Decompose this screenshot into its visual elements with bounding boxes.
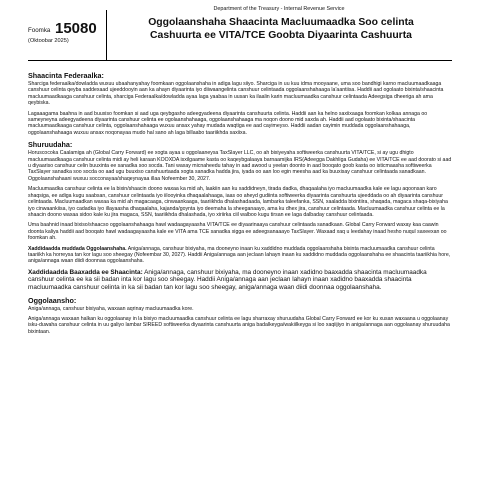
terms-paragraph-3: Uma baahnid inaad bixiso/shaacso oggolaanshahaaga hawl wadaagayaasha VITA/TCE ee diyaarinaaya canshuur celintaada sanadkaan. Global Carry Forward waxay kaa caawin doonta kaliya haddii aad booqato hawl wadaagayaasha kale ee VITA ama TCE sanadka xigga ee adeegsanaaayo TaxSlayer. Waxaad xaq u leedahay inaad hesho nuqul saxeexan oo foomkan ah. [28, 222, 447, 242]
department-line: Department of the Treasury - Internal Revenue Service [213, 6, 345, 12]
scope-text: Aniga/annaga, canshuur bixiyaha, ma dooneyno inaan xadidno baaxadda shaacinta macluumaadka canshuur celinta ee ka sii badan inta kor lagu soo sheegay. Haddii Aniga/annaga aan jeclaan lahayn inaan xadidno baaxadda shaacinta macluumaadka canshuur celinta in ka sii badan tan kor lagu soo sheegay, aniga/annaga waan diidi doonnaa oggolaanshaha. [28, 268, 427, 291]
terms-paragraph-2: Macluumaadka canshuur celinta ee la bixin/shaacin doono waxaa ka mid ah, laakiin aan ku xaddidneyn, tirada dadka, dhaqaalaha iyo macluumaadka kale ee lagu aqoonsan karo shaqsiga, ee adiga kugu saabsan, canshuur celintaada iyo iilooyinka dhaqaalahaaga, iaas oo aheyd gudiinta softiweerka diyaarinta canshuurta ujeeddada oo ah diyaarinta canshuur celintaada. Macluumaadkan waxaa ka mid ah magacaaga, cinwaankaaga, taariikhda dhalashadaada, lambarka taleefanka, SSN, xaaladda bixintiira, shaqada, magaca shaqa-bixiyaha iyo cinwaankiisa, iyo cadadka iyo illayaasha dhaqaalaha, kajanda/goynta iyo deemaha la sheeganaayo, ama ku dhex jira, canshuur celintaada. Macluumaadka canshuur celinta ee la shaacin doono waxaa sidoo kale ku jira magaca, SSN, taariikhda dhalashada, iyo xiriirka ciil walboo kugu tirsan ee laga dalbaday canshuur celintaada. [28, 186, 448, 218]
form-title-line2: Cashuurta ee VITA/TCE Goobta Diyaarinta Cashuurta [150, 29, 412, 41]
terms-heading: Shuruudaha: [28, 140, 73, 150]
form-header [28, 0, 452, 61]
form-date: (Oktoobar 2025) [28, 38, 69, 44]
consent-paragraph-1: Aniga/annaga, canshuur bixiyaha, waxaan aqrinay macluumaadka kore. [28, 305, 194, 312]
scope-label: Xaddidaadda Baaxadda ee Shaacinta: [28, 268, 143, 276]
federal-heading: Shaacinta Federaalka: [28, 71, 104, 80]
consent-heading: Oggolaansho: [28, 295, 77, 305]
terms-paragraph-1: Horuscocoka Caalamiga ah (Global Carry Forward) ee xogta ayaa u oggolaaneysa TaxSlayer LLC, oo ah bixiyeyaha softiweerka canshuurta VITA/TCE, si ay ugu dhigto macluumaadkaaga canshuur celinta midi ay heli karaan KOOXDA isxilgaame kasta oo kaqeybgalaaya barnaamijka IRS(Adeegga Dakhliga Gudaha) ee VITA/TCE ee aad doorato si aad u diyaariso canshuur celin buuxinta ee sanadka soo socda. Tani waxay micnaheedu tahay in aad awood u yeelan doonto in aad booqato goob kasta oo isticmaasha softiweerka TaxSlayer sanadka soo socda oo aad ugu buuxiso canshuurtaada xogta sanadka hadda jira, iyada oo aan loo egin meesha aad ka buuxisay canshuur celintaada sanadkaan. Oggolaanshahaani wuxuu socconayaa/shaqeynayaa illaa Nofeember 30, 2027. [28, 150, 452, 182]
form-content [28, 61, 452, 335]
form-word: Foomka [28, 27, 51, 34]
form-id-block [28, 10, 107, 60]
form-number: 15080 [55, 20, 97, 37]
limit-paragraph [28, 246, 452, 265]
limit-label: Xaddidaadda muddada Oggolaanshaha. [28, 245, 127, 252]
scope-paragraph [28, 269, 452, 292]
consent-paragraph-2: Aniga/annaga waxaan halkan ku oggolaanay in la bixiyo macluumaadka canshuur celinta ee lagu sharraxay shuruudaha Global Carry Forward ee kor ku xusan waxaana u oggolaanay isku-duwaha canshuur celinta in uu galiyo lambar SIREED softiweerka diyaarinta canshuurta aniga badalkeyga/wakiilkeyga si loo xaqiijiyo in aniga/annaga aan oggolaanay shuruudaha bixintaan. [28, 315, 450, 335]
form-title [110, 17, 452, 42]
federal-paragraph-2: Lagaaagama baahna in aad buuxiso foomkan si aad uga qeybgasho adeegyadeena diyaarinta canshuurta celinta. Haddii aan ka helno saxiixaaga foomkan kolkaa annaga oo sameyneyna adeegyadeena diyaarinta canshuur celinta ee ogolaanshahaaga, oggolaanshahaaga ma noqon doono mid saxda ah. Haddii aad ogolaato bixinta/shaacinta macluumaadkaaga canshuur celinta, oggolaanshahaaga wuxuu ansax yahay mudada waqtiga ee aad cayimeyso. Haddii aadan cayimin muddada oggolaanshahaaga, oggolaanshahaaga wuxuu ansax noqonayaa mudo hal sano ah laga billaabo taariikhda saxiixa. [28, 110, 428, 136]
federal-paragraph-1: Sharciga federaalka/dowladda wuxuu ubaahanyahay foomkaan oggolaanshaha in adiga lagu siiyo. Sharciga in uu kuu idma mooyaane, uma soo bandhigi karno macluumaadkaaga canshuur celinta qeyba saddexaad ujeeddooyin aan ka ahayn diyaarinta iyo diiwaangelinta canshuur celintaada oggolaanshahaaga la'aantiisa. Haddii aad ogolaato bixinta/shaacinta macluumaadkaaga canshuur celinta, sharciga Federaalka/dowladda ayaa laga yaabaa in uusan ka ilaalin karin macluumaadka canshuur celintaada Adeegsiga dheeriga ah ama qeybiska. [28, 81, 444, 107]
form-title-line1: Oggolaanshaha Shaacinta Macluumaadka Soo celinta [148, 17, 414, 28]
limit-text: Aniga/annaga, canshuur bixiyaha, ma dooneyno inaan ku xaddidno muddada oggolaanshaha bixinta macluumaadka canshuur celinta taariikh ka horreysa tan kor lagu soo sheegay (Nofeembar 30, 2027). Haddii Aniga/annaga aan jeclaan lahayn inaan ku xaddidno muddada oggolaanshaha ee shaacinta taariikhia hore, aniga/annaga waan diidi doonnaa oggolaanshaha. [28, 245, 451, 265]
